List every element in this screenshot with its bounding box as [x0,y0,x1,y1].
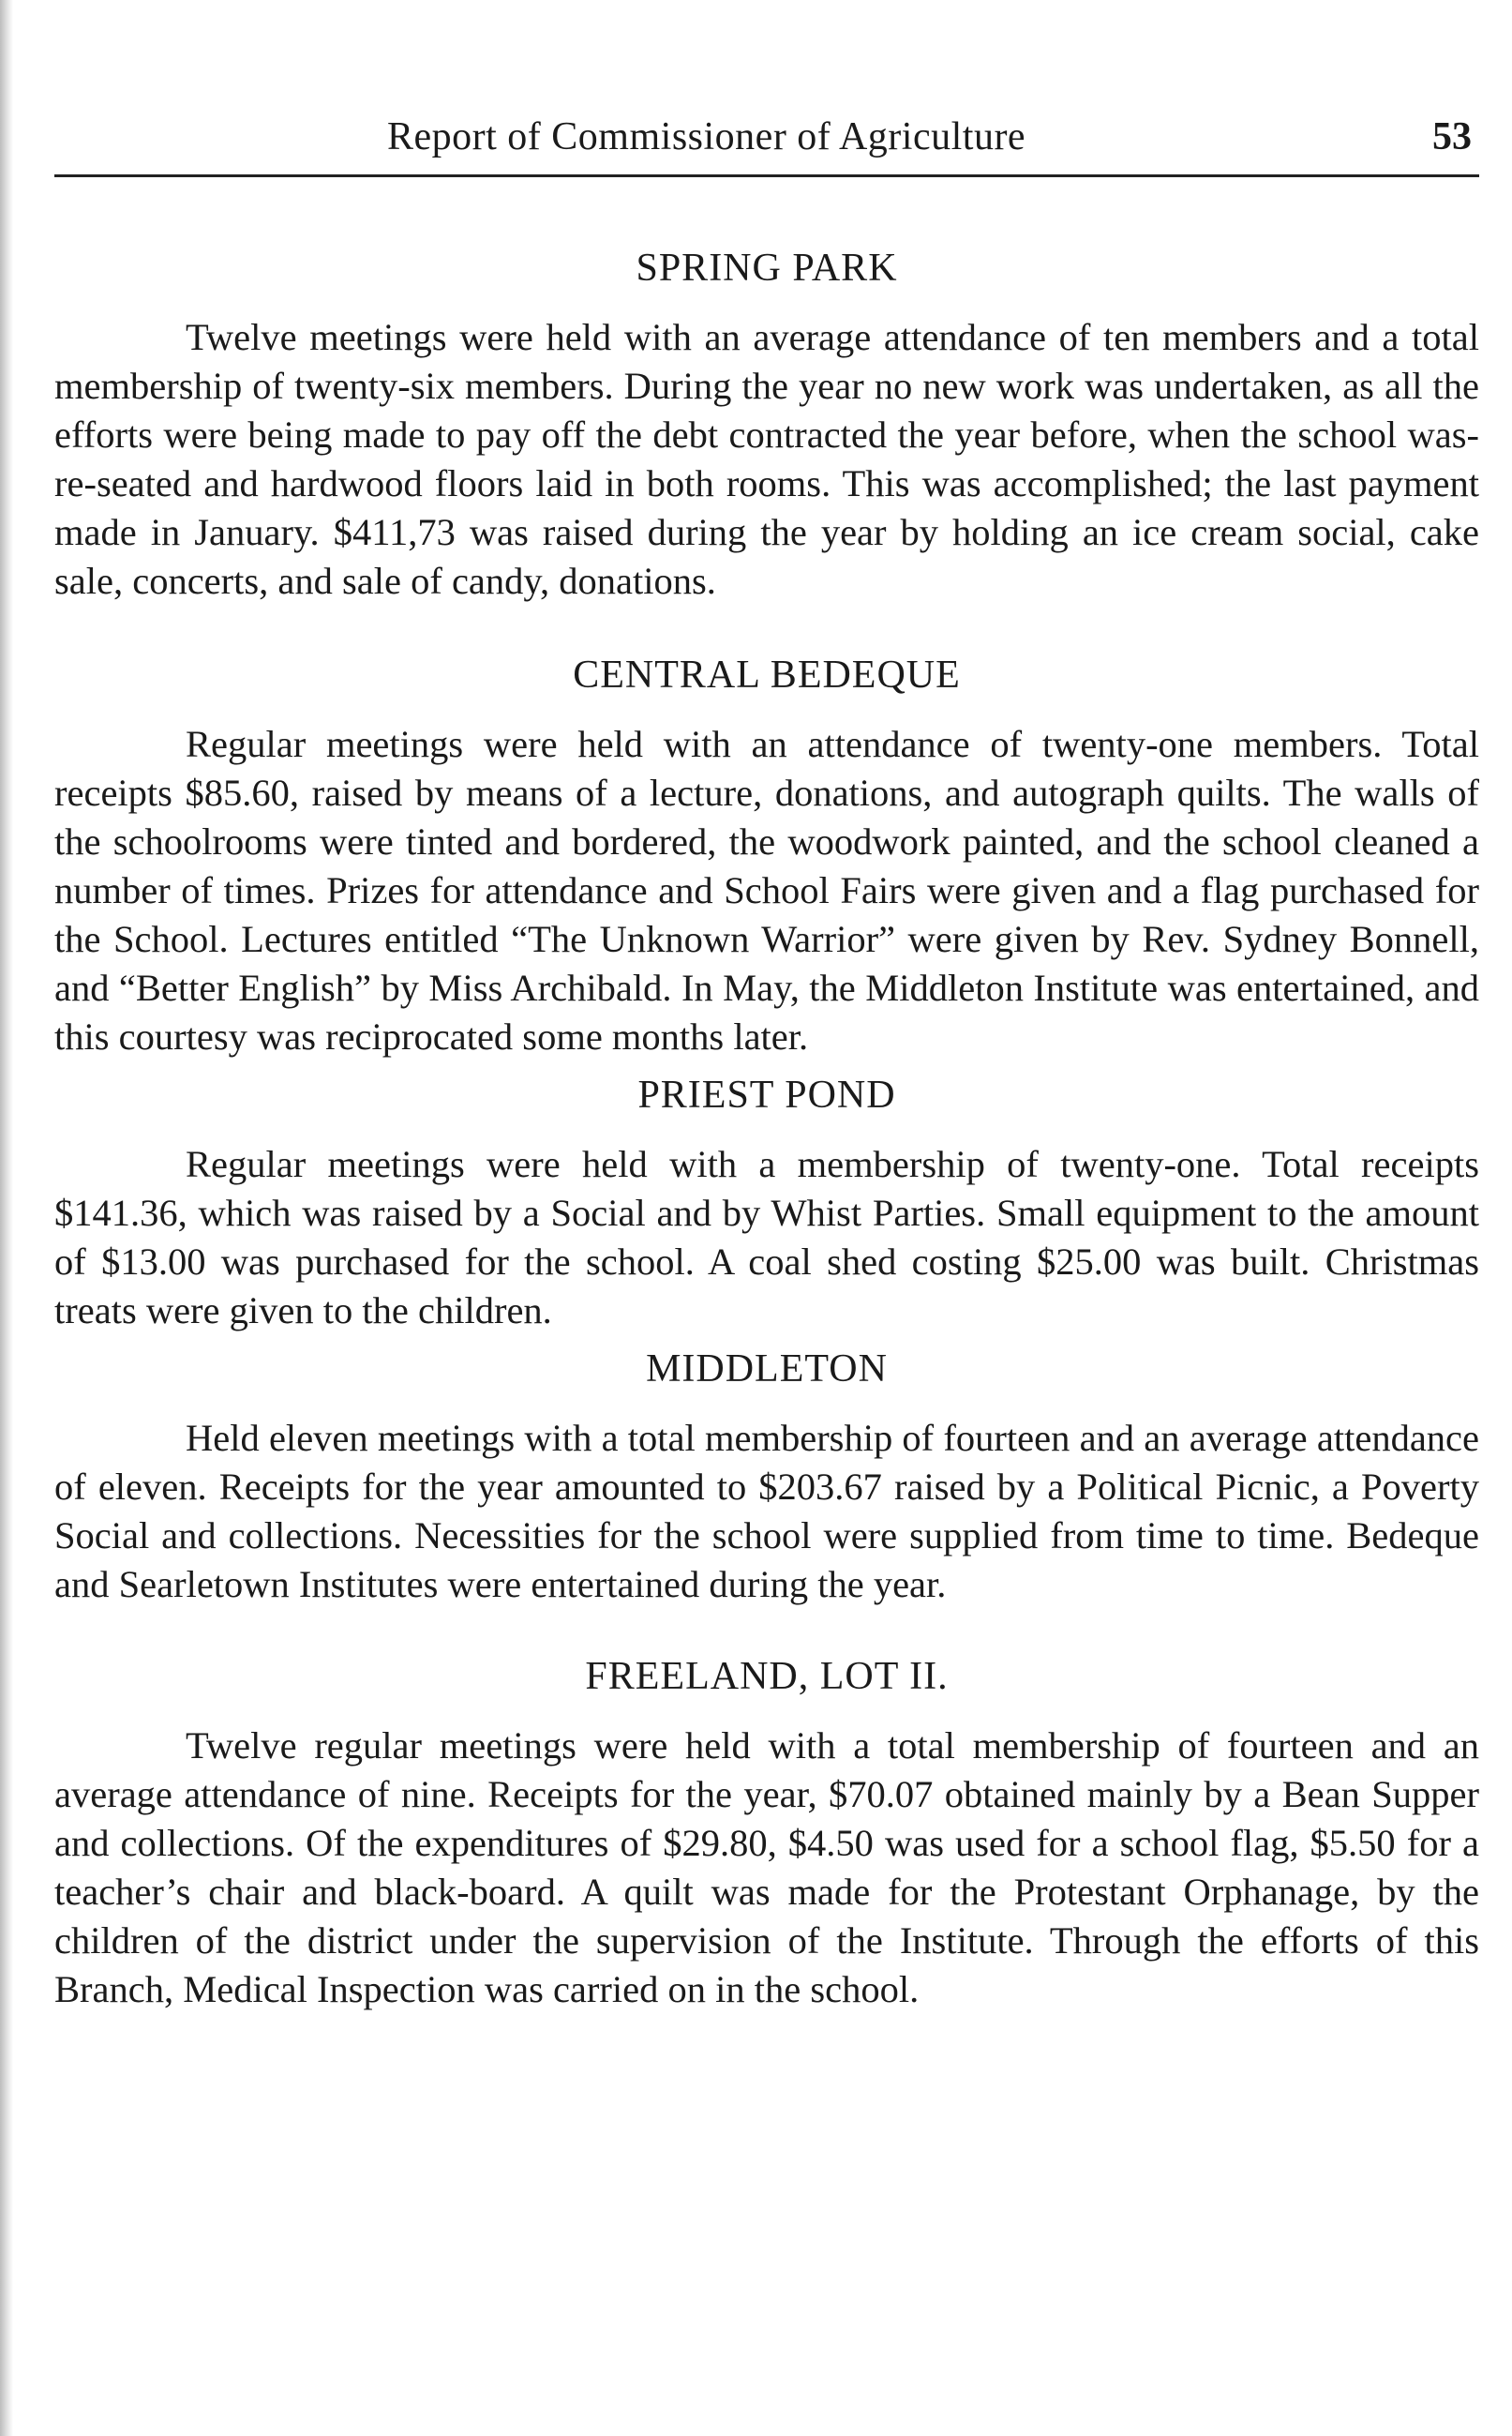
running-header [54,0,1479,178]
section-heading: PRIEST POND [637,1074,896,1117]
section-heading: CENTRAL BEDEQUE [573,654,961,697]
section-paragraph: Twelve regular meetings were held with a total membership of fourteen and an average attendance of nine. Receipts for the year, $70.07 obtained mainly by a Bean Supper and collections. Of the expenditures of $29.80, $4.50 was used for a school flag, $5.50 for a teacher’s chair and black-board. A quilt was made for the Protestant Orphanage, by the children of the district under the supervision of the Institute. Through the efforts of this Branch, Medical Inspection was carried on in the school. [54,1724,1479,2010]
section-spring-park [54,244,1479,606]
section-paragraph: Regular meetings were held with an attendance of twenty-one members. Total receipts $85.60, raised by means of a lecture, donations, and autograph quilts. The walls of the schoolrooms were tinted and bordered, the woodwork painted, and the school cleaned a number of times. Prizes for attendance and School Fairs were given and a flag purchased for the School. Lectures entitled “The Unknown Warrior” were given by Rev. Sydney Bonnell, and “Better English” by Miss Archibald. In May, the Middleton Institute was entertained, and this courtesy was reciprocated some months later. [54,723,1479,1058]
section-heading: MIDDLETON [646,1347,888,1391]
running-title: Report of Commissioner of Agriculture [387,115,1026,158]
section-heading: FREELAND, LOT II. [585,1655,949,1698]
document-page [54,0,1479,2014]
section-paragraph: Twelve meetings were held with an average attendance of ten members and a total membership of twenty-six members. During the year no new work was undertaken, as all the efforts were being made to pay off the debt contracted the year before, when the school was-re-seated and hardwood floors laid in both rooms. This was accomplished; the last payment made in January. $411,73 was raised during the year by holding an ice cream social, cake sale, concerts, and sale of candy, donations. [54,316,1479,602]
page-number: 53 [1432,115,1472,158]
section-middleton [54,1345,1479,1609]
section-paragraph: Regular meetings were held with a membership of twenty-one. Total receipts $141.36, which was raised by a Social and by Whist Parties. Small equipment to the amount of $13.00 was purchased for the school. A coal shed costing $25.00 was built. Christmas treats were given to the children. [54,1143,1479,1331]
section-paragraph: Held eleven meetings with a total membership of fourteen and an average attendance of eleven. Receipts for the year amounted to $203.67 raised by a Political Picnic, a Poverty Social and collections. Necessities for the school were supplied from time to time. Bedeque and Searletown Institutes were entertained during the year. [54,1417,1479,1605]
header-rule [54,174,1479,177]
page-edge-shadow [0,0,13,2436]
section-priest-pond [54,1071,1479,1335]
section-heading: SPRING PARK [636,247,898,290]
section-central-bedeque [54,651,1479,1061]
section-freeland-lot-ii [54,1652,1479,2014]
